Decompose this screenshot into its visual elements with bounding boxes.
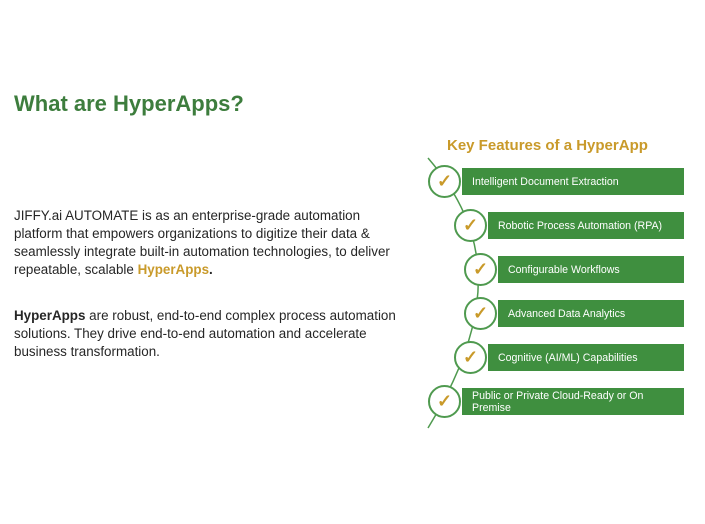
intro-end: . bbox=[209, 262, 213, 277]
feature-bar bbox=[462, 388, 684, 415]
features-title: Key Features of a HyperApp bbox=[447, 137, 648, 154]
feature-bar bbox=[498, 300, 684, 327]
feature-label: Cognitive (AI/ML) Capabilities bbox=[498, 351, 638, 364]
checkmark-icon: ✓ bbox=[428, 385, 461, 418]
feature-label: Intelligent Document Extraction bbox=[472, 175, 619, 188]
feature-bar bbox=[462, 168, 684, 195]
checkmark-icon: ✓ bbox=[454, 209, 487, 242]
checkmark-icon: ✓ bbox=[464, 253, 497, 286]
feature-bar bbox=[488, 212, 684, 239]
page-title: What are HyperApps? bbox=[14, 91, 244, 116]
feature-label: Configurable Workflows bbox=[508, 263, 620, 276]
hyperapps-text: are robust, end-to-end complex process automation solutions. They drive end-to-end automation and accelerate business transformation. bbox=[14, 308, 396, 359]
hyperapps-highlight: HyperApps bbox=[137, 262, 210, 277]
feature-label: Robotic Process Automation (RPA) bbox=[498, 219, 663, 232]
feature-label: Advanced Data Analytics bbox=[508, 307, 626, 320]
intro-paragraph bbox=[14, 207, 399, 279]
feature-bar bbox=[488, 344, 684, 371]
checkmark-icon: ✓ bbox=[454, 341, 487, 374]
feature-bar bbox=[498, 256, 684, 283]
checkmark-icon: ✓ bbox=[464, 297, 497, 330]
feature-label: Public or Private Cloud-Ready or On Premise bbox=[472, 389, 644, 414]
checkmark-icon: ✓ bbox=[428, 165, 461, 198]
intro-text: JIFFY.ai AUTOMATE is as an enterprise-grade automation platform that empowers organizations to digitize their data & seamlessly integrate built-in automation technologies, to deliver repeatable, scalable bbox=[14, 208, 390, 277]
hyperapps-lead: HyperApps bbox=[14, 308, 86, 323]
hyperapps-paragraph bbox=[14, 307, 399, 361]
